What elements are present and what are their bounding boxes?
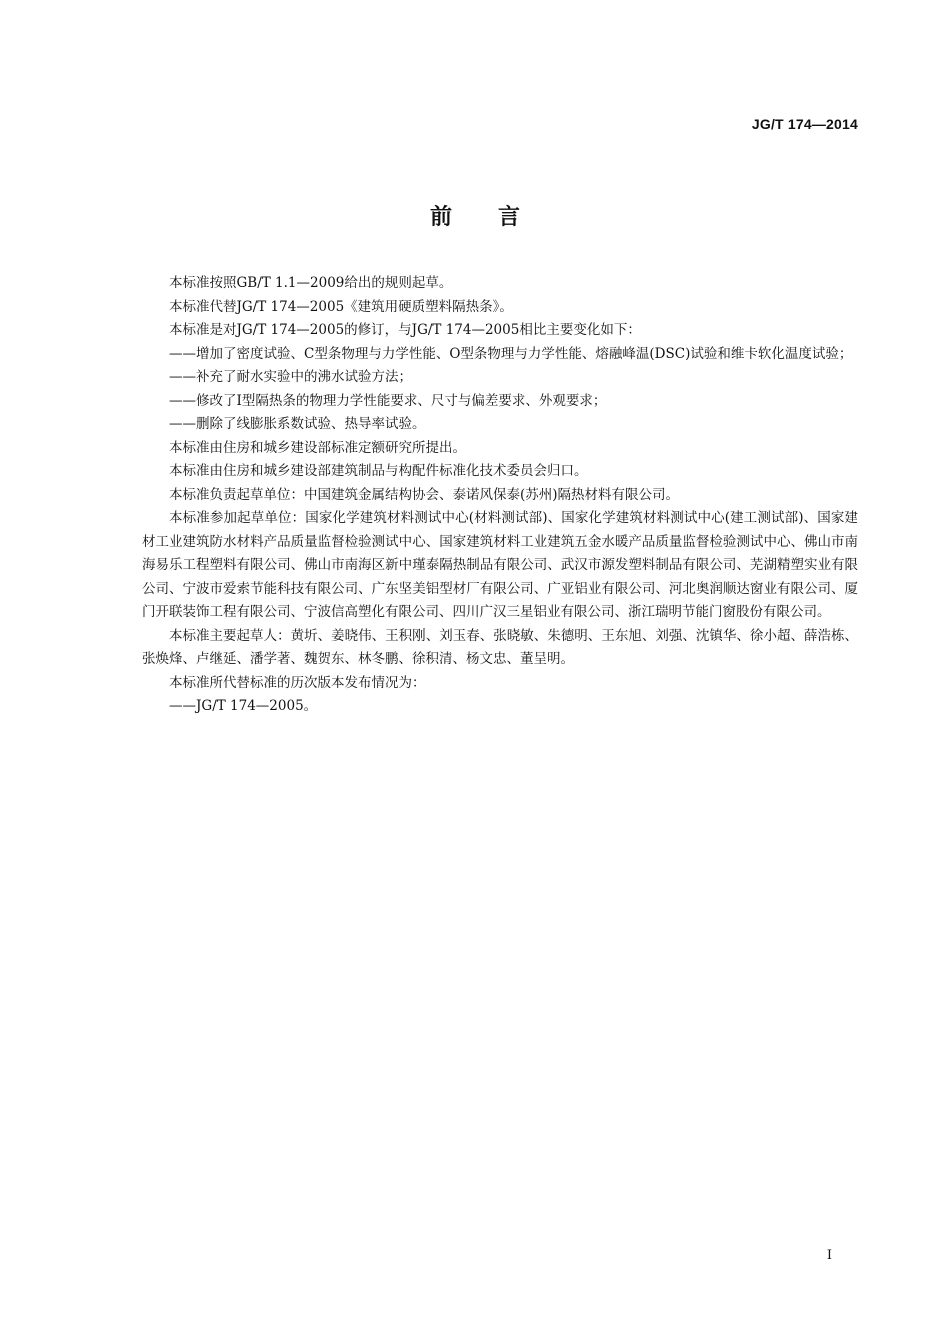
paragraph-drafting-rules: 本标准按照GB/T 1.1—2009给出的规则起草。 (169, 275, 453, 291)
page-number: I (826, 1248, 832, 1263)
paragraph-main-authors: 本标准主要起草人：黄圻、姜晓伟、王积刚、刘玉春、张晓敏、朱德明、王东旭、刘强、沈镇华、徐小超、薛浩栋、张焕烽、卢继延、潘学著、魏贺东、林冬鹏、徐积清、杨文忠、董呈明。 (142, 627, 858, 667)
paragraph-lead-drafters: 本标准负责起草单位：中国建筑金属结构协会、泰诺风保泰(苏州)隔热材料有限公司。 (169, 486, 680, 503)
foreword-body (142, 272, 858, 719)
paragraph-previous-editions: 本标准所代替标准的历次版本发布情况为： (169, 674, 426, 691)
paragraph-administered-by: 本标准由住房和城乡建设部建筑制品与构配件标准化技术委员会归口。 (169, 463, 588, 479)
page-title: 前言 (429, 205, 566, 230)
paragraph-replaces: 本标准代替JG/T 174—2005《建筑用硬质塑料隔热条》。 (169, 298, 513, 315)
paragraph-participating-drafters: 本标准参加起草单位：国家化学建筑材料测试中心(材料测试部)、国家化学建筑材料测试中心(建工测试部)、国家建材工业建筑防水材料产品质量监督检验测试中心、国家建筑材料工业建筑五金水暖产品质量监督检验测试中心、佛山市南海易乐工程塑料有限公司、佛山市南海区新中瑾泰隔热制品有限公司、武汉市源发塑料制品有限公司、芜湖精塑实业有限公司、宁波市爱索节能科技有限公司、广东坚美铝型材厂有限公司、广亚铝业有限公司、河北奥润顺达窗业有限公司、厦门开联装饰工程有限公司、宁波信高塑化有限公司、四川广汉三星铝业有限公司、浙江瑞明节能门窗股份有限公司。 (142, 510, 858, 620)
change-item-modified: ——修改了Ⅰ型隔热条的物理力学性能要求、尺寸与偏差要求、外观要求； (169, 392, 607, 409)
paragraph-proposed-by: 本标准由住房和城乡建设部标准定额研究所提出。 (169, 439, 466, 456)
previous-edition-item: ——JG/T 174—2005。 (169, 698, 318, 714)
change-item-added: ——增加了密度试验、C型条物理与力学性能、O型条物理与力学性能、熔融峰温(DSC)试验和维卡软化温度试验； (169, 345, 853, 362)
change-item-deleted: ——删除了线膨胀系数试验、热导率试验。 (169, 416, 426, 432)
paragraph-revision-summary: 本标准是对JG/T 174—2005的修订，与JG/T 174—2005相比主要变化如下： (169, 322, 641, 338)
change-item-supplemented: ——补充了耐水实验中的沸水试验方法； (169, 369, 412, 385)
standard-number: JG/T 174—2014 (751, 116, 858, 132)
